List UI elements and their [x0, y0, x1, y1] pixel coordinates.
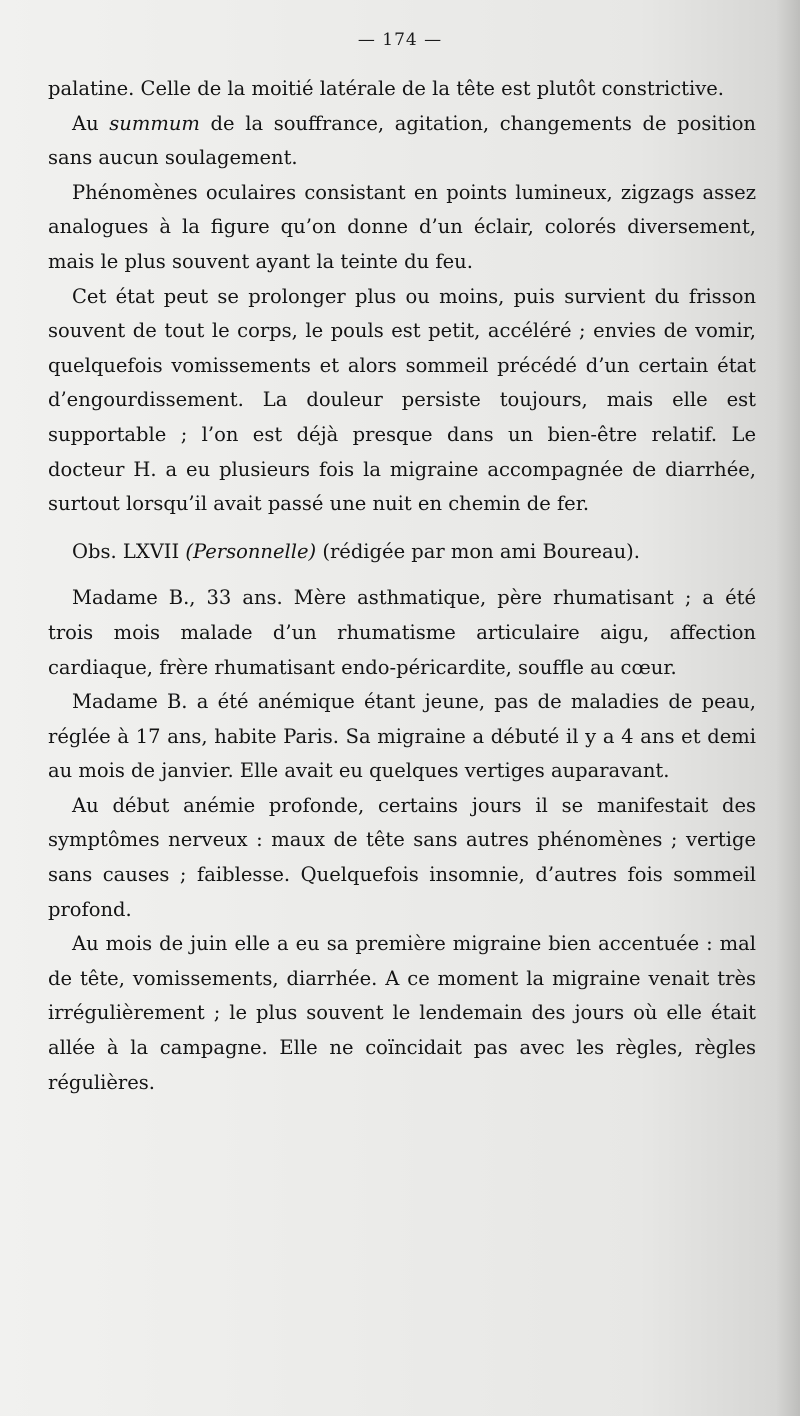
- paragraph-summum: [48, 107, 756, 176]
- paragraph-prolonged-state: Cet état peut se prolonger plus ou moins, puis survient du frisson souvent de tout le corps, le pouls est petit, accéléré ; envies de vomir, quelquefois vomissements et alors sommeil précédé d’un certain état d’engourdissement. La douleur persiste toujours, mais elle est supportable ; l’on est déjà presque dans un bien-être relatif. Le docteur H. a eu plusieurs fois la migraine accompagnée de diarrhée, surtout lorsqu’il avait passé une nuit en chemin de fer.: [48, 284, 756, 516]
- paragraph-ocular-phenomena: Phénomènes oculaires consistant en points lumineux, zigzags assez analogues à la figure qu’on donne d’un éclair, colorés diversement, mais le plus souvent ayant la teinte du feu.: [48, 180, 756, 273]
- paragraph-summum-start: Au: [72, 111, 110, 135]
- page-number: — 174 —: [357, 30, 443, 50]
- observation-heading: [48, 535, 756, 570]
- paragraph-continuation: palatine. Celle de la moitié latérale de la tête est plutôt constrictive.: [48, 77, 725, 100]
- paragraph-early-symptoms: Au début anémie profonde, certains jours il se manifestait des symptômes nerveux : maux de tête sans autres phénomènes ; vertige sans causes ; faiblesse. Quelquefois insomnie, d’autres fois sommeil profond.: [48, 793, 756, 921]
- paragraph-summum-rest: de la souffrance, agitation, changements de position sans aucun soulagement.: [48, 111, 756, 170]
- paragraph-first-migraine: Au mois de juin elle a eu sa première migraine bien accentuée : mal de tête, vomissements, diarrhée. A ce moment la migraine venait très irrégulièrement ; le plus souvent le lendemain des jours où elle était allée à la campagne. Elle ne coïncidait pas avec les règles, règles régulières.: [48, 932, 756, 1094]
- page-body: [48, 72, 756, 1100]
- paragraph-anemia: Madame B. a été anémique étant jeune, pas de maladies de peau, réglée à 17 ans, habite Paris. Sa migraine a débuté il y a 4 ans et demi au mois de janvier. Elle avait eu quelques vertiges auparavant.: [48, 690, 756, 783]
- observation-type-italic: (Personnelle): [185, 539, 317, 563]
- paragraph-patient-history: Madame B., 33 ans. Mère asthmatique, père rhumatisant ; a été trois mois malade d’un rhumatisme articulaire aigu, affection cardiaque, frère rhumatisant endo-péricardite, souffle au cœur.: [48, 586, 756, 679]
- observation-number: Obs. LXVII: [72, 539, 186, 563]
- summum-italic: summum: [109, 111, 200, 135]
- observation-author: (rédigée par mon ami Boureau).: [316, 539, 640, 563]
